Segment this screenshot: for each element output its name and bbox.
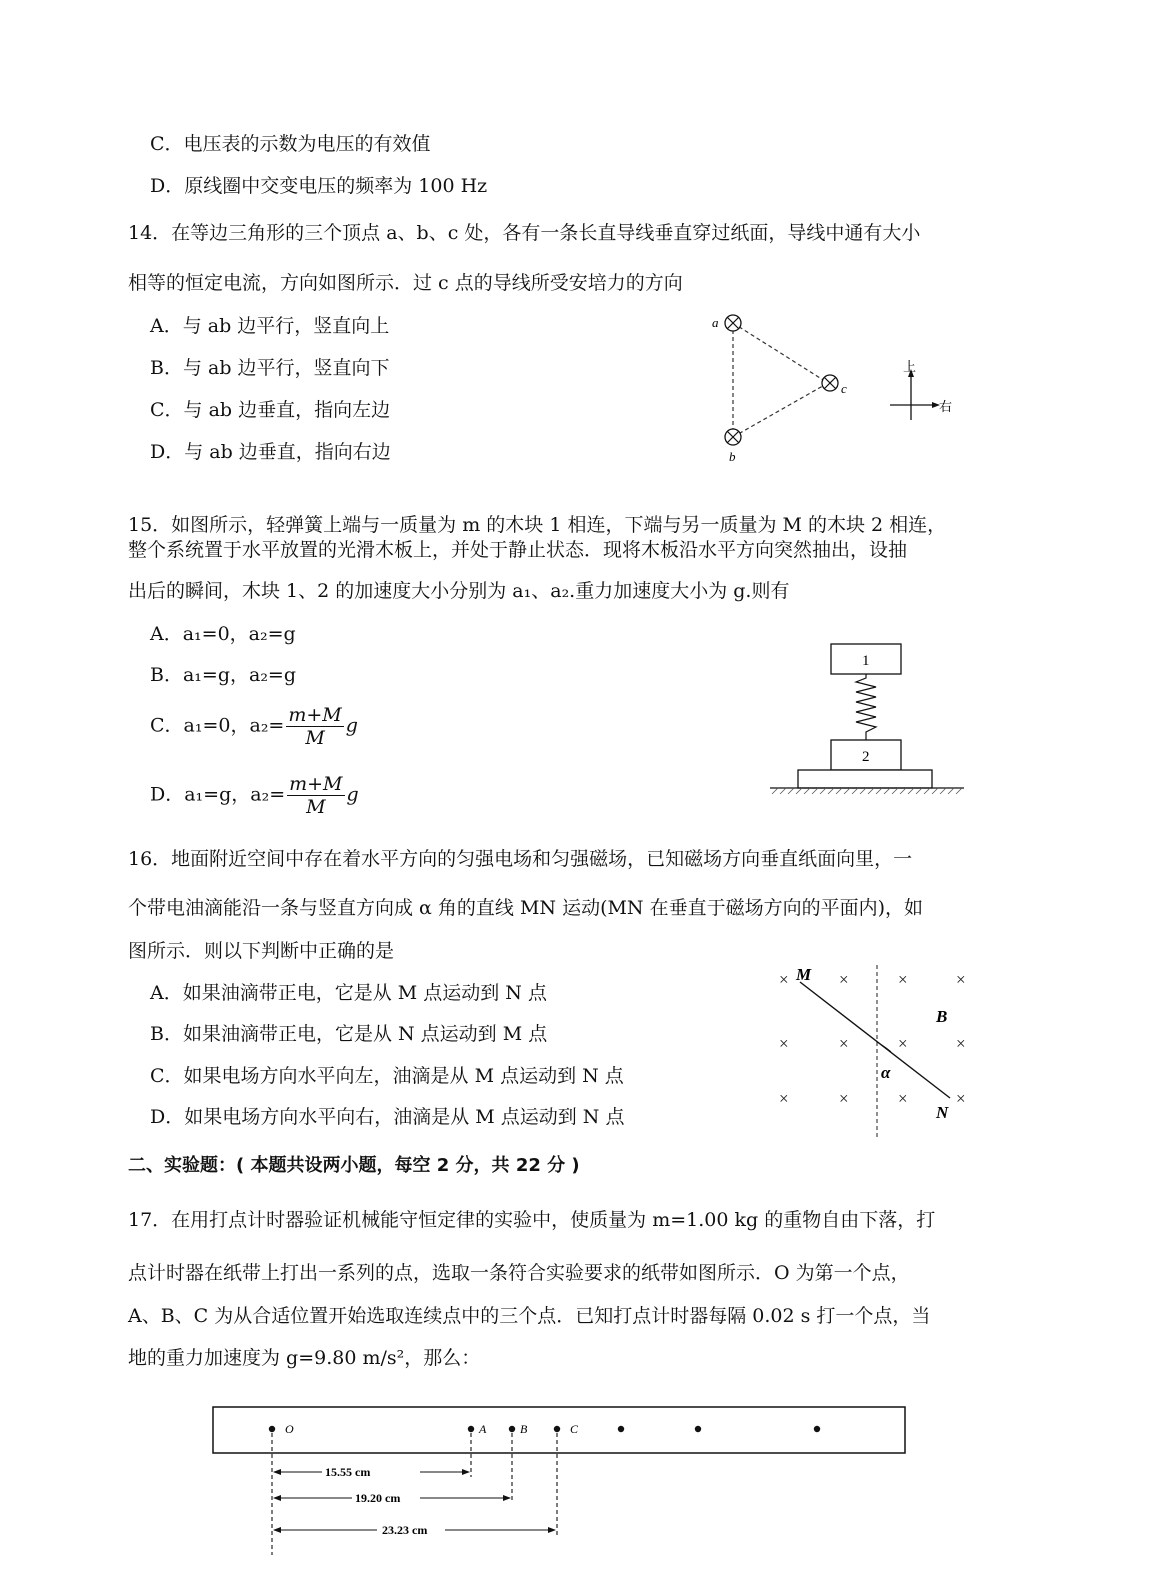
q14-option-d: D．与 ab 边垂直，指向右边 — [150, 441, 391, 463]
q16-stem-line2: 个带电油滴能沿一条与竖直方向成 α 角的直线 MN 运动(MN 在垂直于磁场方向的平面内)，如 — [128, 897, 924, 919]
wire-a-symbol — [725, 315, 741, 331]
q15-spring-figure — [768, 640, 968, 805]
distance-arrows — [274, 1472, 555, 1530]
section-2-title: 二、实验题：( 本题共设两小题，每空 2 分，共 22 分 ) — [128, 1155, 580, 1176]
q14-stem-line2: 相等的恒定电流，方向如图所示．过 c 点的导线所受安培力的方向 — [128, 272, 683, 294]
svg-text:×: × — [898, 1089, 908, 1108]
dot-c — [554, 1426, 560, 1432]
q15-stem-line2: 整个系统置于水平放置的光滑木板上，并处于静止状态．现将木板沿水平方向突然抽出，设抽 — [128, 539, 908, 561]
q14-stem-line1: 14．在等边三角形的三个顶点 a、b、c 处，各有一条长直导线垂直穿过纸面，导线中通有大小 — [128, 222, 921, 244]
ground-hatching — [772, 788, 962, 794]
label-n: N — [936, 1103, 949, 1122]
q14-option-a: A．与 ab 边平行，竖直向上 — [150, 315, 390, 337]
dot-o — [269, 1426, 275, 1432]
label-alpha: α — [881, 1063, 891, 1082]
magnetic-field-crosses — [779, 970, 966, 1108]
label-a: a — [712, 315, 719, 330]
q15-stem-line1: 15．如图所示，轻弹簧上端与一质量为 m 的木块 1 相连，下端与另一质量为 M 的木块 2 相连， — [128, 514, 947, 536]
q14-option-c: C．与 ab 边垂直，指向左边 — [150, 399, 391, 421]
svg-text:×: × — [779, 970, 789, 989]
q16-option-b: B．如果油滴带正电，它是从 N 点运动到 M 点 — [150, 1023, 548, 1045]
distance-oa: 15.55 cm — [325, 1465, 371, 1479]
label-c: c — [841, 381, 847, 396]
distance-ob: 19.20 cm — [355, 1491, 401, 1505]
fraction-denominator: M — [306, 796, 326, 818]
svg-text:×: × — [839, 1089, 849, 1108]
line-mn — [800, 982, 950, 1098]
tape-dot — [618, 1426, 624, 1432]
svg-text:×: × — [898, 970, 908, 989]
q15-option-c — [150, 704, 358, 749]
q17-stem-line3: A、B、C 为从合适位置开始选取连续点中的三个点．已知打点计时器每隔 0.02 s 打一个点，当 — [128, 1305, 931, 1327]
q14-triangle-figure — [700, 305, 980, 475]
q17-stem-line2: 点计时器在纸带上打出一系列的点，选取一条符合实验要求的纸带如图所示．O 为第一个点， — [128, 1262, 910, 1284]
q15-option-b: B．a₁=g，a₂=g — [150, 664, 297, 686]
label-c: C — [570, 1422, 579, 1436]
wire-b-symbol — [725, 429, 741, 445]
fraction-suffix: g — [345, 714, 358, 737]
q16-field-figure — [770, 960, 985, 1140]
label-m: M — [796, 965, 812, 984]
label-b-field: B — [936, 1007, 948, 1026]
wooden-board — [798, 770, 932, 788]
fraction — [287, 773, 344, 818]
label-a: A — [479, 1422, 487, 1436]
label-b: b — [729, 449, 736, 464]
q13-option-d: D．原线圈中交变电压的频率为 100 Hz — [150, 175, 488, 197]
svg-text:×: × — [956, 1089, 966, 1108]
dot-a — [468, 1426, 474, 1432]
svg-text:×: × — [956, 1034, 966, 1053]
label-right: 右 — [939, 399, 953, 414]
tape-dot — [695, 1426, 701, 1432]
label-up: 上 — [903, 359, 917, 374]
q16-option-c: C．如果电场方向水平向左，油滴是从 M 点运动到 N 点 — [150, 1065, 624, 1087]
q15-option-a: A．a₁=0，a₂=g — [150, 623, 296, 645]
tape-dot — [814, 1426, 820, 1432]
label-o: O — [285, 1422, 294, 1436]
q16-stem-line1: 16．地面附近空间中存在着水平方向的匀强电场和匀强磁场，已知磁场方向垂直纸面向里，一 — [128, 848, 913, 870]
block-1-label: 1 — [862, 653, 870, 669]
fraction-suffix: g — [346, 783, 359, 806]
svg-text:×: × — [779, 1034, 789, 1053]
q13-option-c: C．电压表的示数为电压的有效值 — [150, 133, 431, 155]
q17-stem-line4: 地的重力加速度为 g=9.80 m/s²，那么： — [128, 1347, 481, 1369]
fraction — [286, 704, 343, 749]
q14-option-b: B．与 ab 边平行，竖直向下 — [150, 357, 390, 379]
q16-option-a: A．如果油滴带正电，它是从 M 点运动到 N 点 — [150, 982, 547, 1004]
q16-option-d: D．如果电场方向水平向右，油滴是从 M 点运动到 N 点 — [150, 1106, 625, 1128]
svg-text:×: × — [839, 1034, 849, 1053]
q15-option-d — [150, 773, 359, 818]
dot-b — [509, 1426, 515, 1432]
svg-text:×: × — [898, 1034, 908, 1053]
q15-option-c-prefix: C．a₁=0，a₂= — [150, 714, 285, 737]
distance-oc: 23.23 cm — [382, 1523, 428, 1537]
q17-stem-line1: 17．在用打点计时器验证机械能守恒定律的实验中，使质量为 m=1.00 kg 的重物自由下落，打 — [128, 1209, 936, 1231]
svg-text:×: × — [956, 970, 966, 989]
block-2-label: 2 — [862, 749, 870, 765]
fraction-numerator: m+M — [289, 773, 343, 795]
fraction-denominator: M — [305, 727, 325, 749]
q15-option-d-prefix: D．a₁=g，a₂= — [150, 783, 286, 806]
fraction-numerator: m+M — [288, 704, 342, 726]
q17-tape-figure — [212, 1405, 912, 1565]
svg-text:×: × — [839, 970, 849, 989]
q16-stem-line3: 图所示．则以下判断中正确的是 — [128, 940, 395, 962]
wire-c-symbol — [822, 375, 838, 391]
label-b: B — [520, 1422, 528, 1436]
angle-arc — [877, 1042, 891, 1052]
q15-stem-line3: 出后的瞬间，木块 1、2 的加速度大小分别为 a₁、a₂.重力加速度大小为 g.则有 — [128, 580, 790, 602]
spring-icon — [856, 674, 876, 740]
svg-text:×: × — [779, 1089, 789, 1108]
